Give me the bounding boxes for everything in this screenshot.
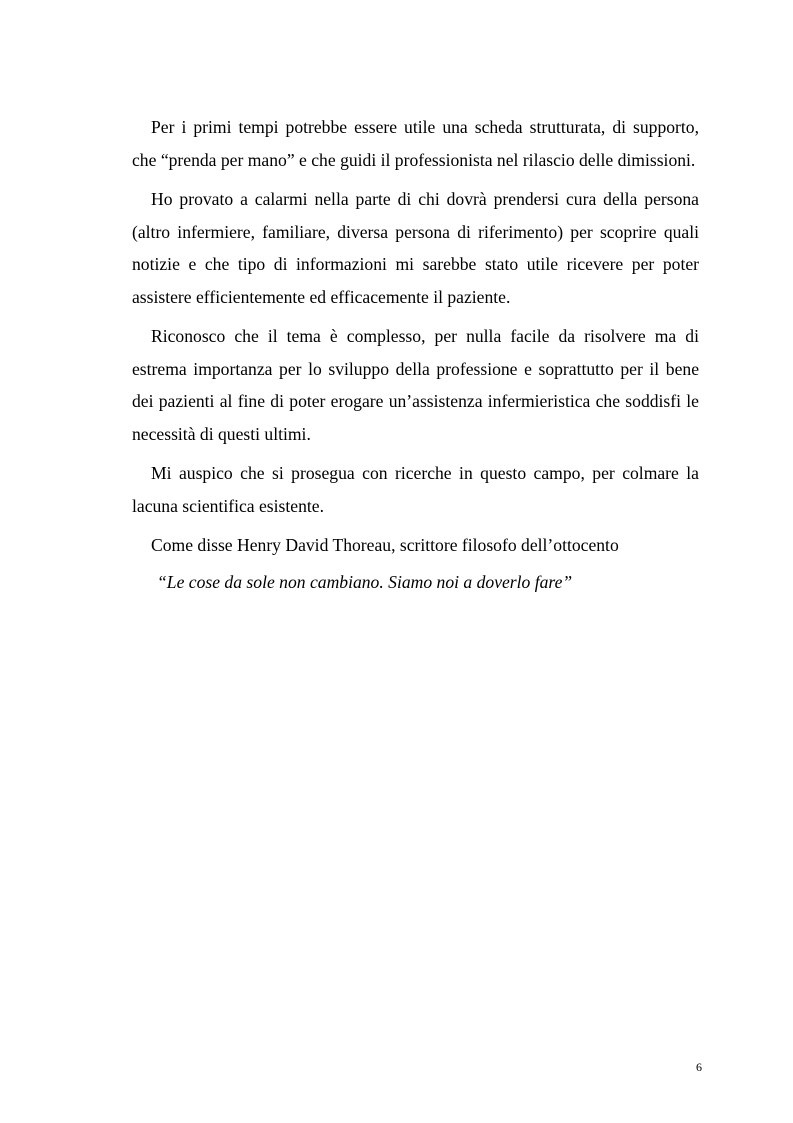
paragraph-thoreau-intro: Come disse Henry David Thoreau, scrittore filosofo dell’ottocento <box>151 535 619 555</box>
paragraph-caregiver-perspective: Ho provato a calarmi nella parte di chi dovrà prendersi cura della persona (altro infermiere, familiare, diversa persona di riferimento) per scoprire quali notizie e che tipo di informazioni mi sarebbe stato utile ricevere per poter assistere efficientemente ed efficacemente il paziente. <box>132 189 699 307</box>
body-text <box>132 111 699 595</box>
paragraph-support-form: Per i primi tempi potrebbe essere utile una scheda strutturata, di supporto, che “prenda per mano” e che guidi il professionista nel rilascio delle dimissioni. <box>132 117 699 170</box>
page-number: 6 <box>696 1060 702 1074</box>
thoreau-quote: “Le cose da sole non cambiano. Siamo noi a doverlo fare” <box>157 571 573 592</box>
paragraph-complex-topic: Riconosco che il tema è complesso, per nulla facile da risolvere ma di estrema importanza per lo sviluppo della professione e soprattutto per il bene dei pazienti al fine di poter erogare un’assistenza infermieristica che soddisfi le necessità di questi ultimi. <box>132 326 699 444</box>
paragraph-further-research: Mi auspico che si prosegua con ricerche in questo campo, per colmare la lacuna scientifica esistente. <box>132 463 699 516</box>
